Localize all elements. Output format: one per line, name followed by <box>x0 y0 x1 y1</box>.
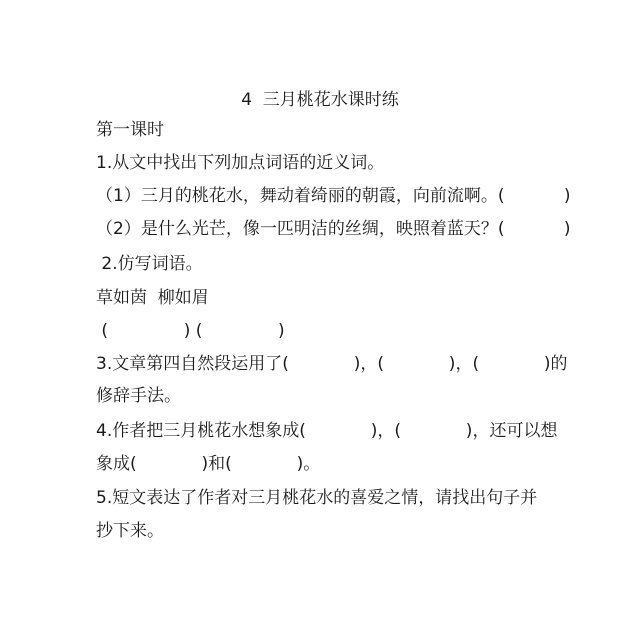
question-3-line-1: 3.文章第四自然段运用了( )，( )，( )的 <box>96 354 568 374</box>
question-1-item-2: （2）是什么光芒，像一匹明洁的丝绸，映照着蓝天？( ) <box>96 219 571 239</box>
question-1-item-1: （1）三月的桃花水，舞动着绮丽的朝霞，向前流啊。( ) <box>96 186 571 206</box>
question-4-line-2: 象成( )和( )。 <box>96 454 321 474</box>
worksheet-title: 4 三月桃花水课时练 <box>241 90 399 110</box>
question-5-line-2: 抄下来。 <box>96 521 164 541</box>
question-2-blanks: ( ) ( ) <box>96 321 285 341</box>
section-label: 第一课时 <box>96 120 164 140</box>
question-4-line-1: 4.作者把三月桃花水想象成( )，( )，还可以想 <box>96 421 558 441</box>
question-5-line-1: 5.短文表达了作者对三月桃花水的喜爱之情，请找出句子并 <box>96 488 538 508</box>
question-2-examples: 草如茵 柳如眉 <box>96 288 209 308</box>
question-2-prompt: 2.仿写词语。 <box>96 254 203 274</box>
question-3-line-2: 修辞手法。 <box>96 386 181 406</box>
question-1-prompt: 1.从文中找出下列加点词语的近义词。 <box>96 153 385 173</box>
